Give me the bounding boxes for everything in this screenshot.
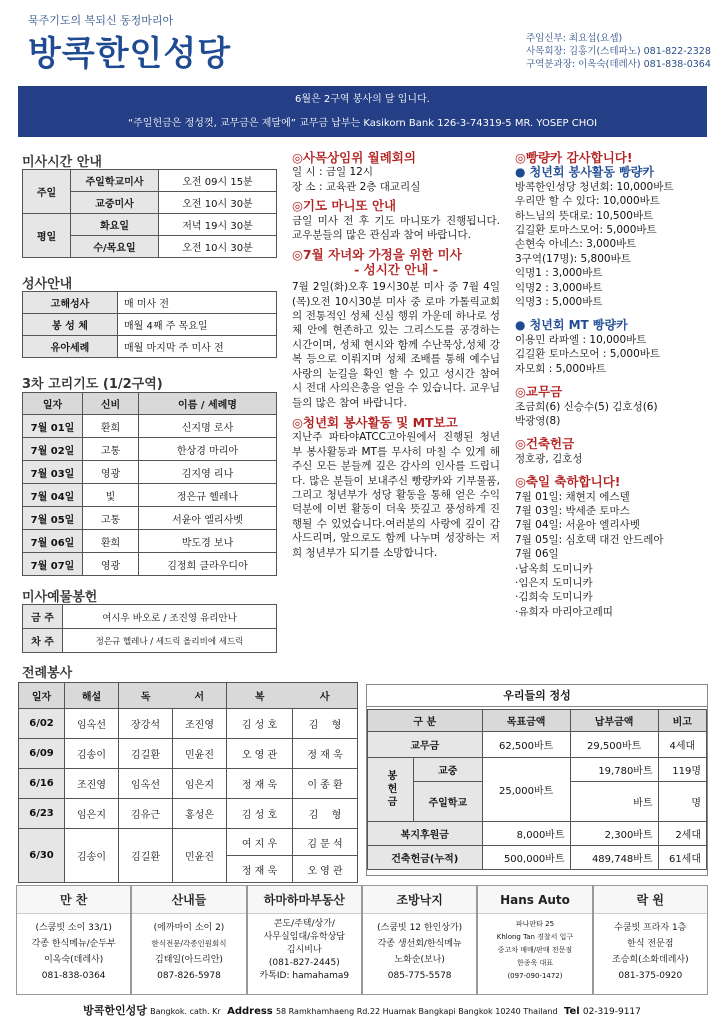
staff-line-1: 주임신부: 최요섭(요셉) xyxy=(526,33,623,44)
finance-header: 목표금액 xyxy=(482,710,570,732)
feast-line: 7월 01일: 채현지 에스델 xyxy=(515,490,630,503)
mass-time: 오전 10시 30분 xyxy=(159,236,277,258)
liturgy-cell: 김 성 호 xyxy=(227,709,293,739)
rosary-date: 7월 07일 xyxy=(23,553,83,576)
ad-line: 087-826-5978 xyxy=(157,971,221,981)
bread-item: 익명1 : 3,000바트 xyxy=(515,267,603,280)
sacrament-table xyxy=(22,291,277,358)
rosary-mystery: 고통 xyxy=(83,507,139,530)
liturgy-date: 6/02 xyxy=(19,709,65,739)
liturgy-cell: 홍성은 xyxy=(173,799,227,829)
liturgy-cell: 임옥선 xyxy=(65,709,119,739)
ad-card xyxy=(362,885,477,995)
flowers-value: 여시우 바오로 / 조진영 유리안나 xyxy=(63,605,277,629)
liturgy-header: 해설 xyxy=(65,683,119,709)
liturgy-cell: 조진영 xyxy=(65,769,119,799)
ad-card xyxy=(131,885,246,995)
family-mass-subheading: - 성시간 안내 - xyxy=(354,261,438,277)
liturgy-cell: 여 지 우 xyxy=(227,829,293,856)
ad-line: 이옥숙(데레사) xyxy=(44,955,104,965)
sacrament-value: 매월 4째 주 목요일 xyxy=(118,314,277,336)
liturgy-cell: 김길환 xyxy=(119,829,173,883)
finance-row-label: 봉헌금 xyxy=(368,758,414,822)
ad-line: 김태일(아드리안) xyxy=(155,955,223,965)
ad-line: 카톡ID: hamahama9 xyxy=(259,971,350,981)
finance-paid: 2,300바트 xyxy=(570,822,658,846)
rosary-mystery: 고통 xyxy=(83,438,139,461)
flowers-key: 금 주 xyxy=(23,605,63,629)
liturgy-date: 6/30 xyxy=(19,829,65,883)
finance-paid: 바트 xyxy=(570,782,658,822)
finance-row-label: 복지후원금 xyxy=(368,822,483,846)
flowers-table xyxy=(22,604,277,653)
dues-line: 박광영(8) xyxy=(515,414,561,427)
ad-name: Hans Auto xyxy=(478,886,591,914)
mt-bread-item: 이용민 라파엘 : 10,000바트 xyxy=(515,333,647,346)
finance-note: 2세대 xyxy=(658,822,706,846)
rosary-person: 한상경 마리아 xyxy=(139,438,277,461)
liturgy-cell: 민윤진 xyxy=(173,829,227,883)
mass-title: 미사시간 안내 xyxy=(22,155,102,170)
liturgy-cell: 김 형 xyxy=(293,799,358,829)
middle-column xyxy=(292,151,500,560)
ad-name: 조방낙지 xyxy=(363,886,476,914)
liturgy-cell: 조진영 xyxy=(173,709,227,739)
footer-address-label: Address xyxy=(227,1006,273,1017)
ad-line: 각종 한식메뉴/순두부 xyxy=(31,939,116,949)
ad-line: 노화순(보나) xyxy=(394,955,445,965)
meeting-line: 장 소 : 교육관 2층 대교리실 xyxy=(292,180,421,193)
feast-line: 7월 03일: 박세준 토마스 xyxy=(515,504,630,517)
liturgy-date: 6/09 xyxy=(19,739,65,769)
liturgy-cell: 임옥선 xyxy=(119,769,173,799)
feast-line: 7월 04일: 서윤아 엘리사벳 xyxy=(515,519,640,532)
liturgy-header: 서 xyxy=(173,683,227,709)
sacrament-value: 매월 마지막 주 미사 전 xyxy=(118,336,277,358)
finance-target: 62,500바트 xyxy=(482,732,570,758)
footer-tel-label: Tel xyxy=(563,1006,580,1017)
finance-box xyxy=(366,684,708,876)
rosary-person: 신지명 로사 xyxy=(139,415,277,438)
ad-card xyxy=(247,885,362,995)
ad-line: 수쿰빗 프라자 1층 xyxy=(614,923,687,933)
staff-line-3: 구역분과장: 이옥숙(데레사) 081-838-0364 xyxy=(526,59,711,70)
sacrament-title: 성사안내 xyxy=(22,277,73,292)
liturgy-table xyxy=(18,682,358,883)
feast-line: ·임은지 도미니카 xyxy=(515,576,593,589)
ad-card xyxy=(593,885,708,995)
liturgy-cell: 장강석 xyxy=(119,709,173,739)
liturgy-cell: 민윤진 xyxy=(173,739,227,769)
bread-heading: ◎빵량카 감사합니다! xyxy=(515,150,633,165)
rosary-table xyxy=(22,392,277,576)
liturgy-cell: 김송이 xyxy=(65,739,119,769)
ad-line: (스쿰빗 소이 33/1) xyxy=(35,923,112,933)
liturgy-cell: 김 성 호 xyxy=(227,799,293,829)
staff-line-2: 사목회장: 김홍기(스테파노) 081-822-2328 xyxy=(526,46,711,57)
finance-paid: 489,748바트 xyxy=(570,846,658,870)
ad-line: 한식전문/각종인원회식 xyxy=(151,939,227,948)
finance-sub-label: 주일학교 xyxy=(414,782,483,822)
finance-row-label: 건축헌금(누적) xyxy=(368,846,483,870)
finance-target: 500,000바트 xyxy=(482,846,570,870)
finance-header: 구 분 xyxy=(368,710,483,732)
ad-line: 085-775-5578 xyxy=(387,971,452,981)
liturgy-date: 6/16 xyxy=(19,769,65,799)
ads-row xyxy=(16,885,708,995)
family-mass-heading: ◎7월 자녀와 가정을 위한 미사 xyxy=(292,247,462,263)
liturgy-date: 6/23 xyxy=(19,799,65,829)
liturgy-cell: 김유근 xyxy=(119,799,173,829)
ad-line: (097-090-1472) xyxy=(507,972,563,980)
mass-day: 평일 xyxy=(23,214,71,258)
bread-item: 익명2 : 3,000바트 xyxy=(515,281,603,294)
parish-title: 방콕한인성당 xyxy=(28,34,232,74)
ad-line: 중고차 매매/판매 전문점 xyxy=(497,946,573,954)
family-mass-text: 7월 2일(화)오후 19시30분 미사 중 7월 4일(목)오전 10시30분 미사 중 로마 가톨릭교회의 전통적인 성체 신심 행위 가운데 하나로 성체 안에 현존하고 있는 그리스도를 공경하는 시간이며, 성체 현시와 함께 수난묵상,성체 강복 등으로 이뤄지며 성체 조배를 통해 예수님 사랑의 눈길을 확인 할 수 있고 성시간 참여 시 전대 사의은총을 얻을 수 있습니다. 교우님들의 많은 참여 바랍니다. xyxy=(292,281,500,409)
ad-line: 사무실임대/유학상담 xyxy=(263,932,345,942)
mass-name: 수/목요일 xyxy=(71,236,159,258)
finance-title: 우리들의 정성 xyxy=(367,685,707,707)
dues-heading: ◎교무금 xyxy=(515,384,563,400)
ad-line: (에까마이 소이 2) xyxy=(153,923,225,933)
finance-note: 4세대 xyxy=(658,732,706,758)
ad-name: 산내들 xyxy=(132,886,245,914)
feast-line: ·유희자 마리아고레띠 xyxy=(515,605,613,618)
rosary-header: 일자 xyxy=(23,393,83,415)
finance-paid: 19,780바트 xyxy=(570,758,658,782)
mass-name: 주일학교미사 xyxy=(71,170,159,192)
ad-line: 한식 전문점 xyxy=(627,939,674,949)
bread-subheading: ● 청년회 봉사활동 빵량카 xyxy=(515,165,654,180)
rosary-person: 정은규 헬레나 xyxy=(139,484,277,507)
rosary-header: 신비 xyxy=(83,393,139,415)
ad-line: 파나판타 25 xyxy=(515,920,555,928)
mass-name: 화요일 xyxy=(71,214,159,236)
liturgy-title: 전례봉사 xyxy=(22,666,73,681)
footer-web: Bangkok. cath. Kr xyxy=(150,1007,221,1016)
rosary-mystery: 빛 xyxy=(83,484,139,507)
liturgy-header: 사 xyxy=(293,683,358,709)
liturgy-cell: 김 형 xyxy=(293,709,358,739)
feast-line: ·남옥희 도미니카 xyxy=(515,562,593,575)
meeting-heading: ◎사목상임위 월례회의 xyxy=(292,150,416,165)
finance-sub-label: 교중 xyxy=(414,758,483,782)
rosary-mystery: 환희 xyxy=(83,415,139,438)
mass-time: 저녁 19시 30분 xyxy=(159,214,277,236)
liturgy-cell: 정 재 욱 xyxy=(227,856,293,883)
mt-bread-item: 자모회 : 5,000바트 xyxy=(515,362,606,375)
prayer-text: 금일 미사 전 후 기도 마니또가 진행됩니다. 교우분들의 많은 관심과 참여 바랍니다. xyxy=(292,214,500,242)
meeting-line: 일 시 : 금일 12시 xyxy=(292,166,373,179)
bread-item: 방콕한인성당 청년회: 10,000바트 xyxy=(515,180,674,193)
ad-name: 만 찬 xyxy=(17,886,130,914)
bread-item: 익명3 : 5,000바트 xyxy=(515,296,603,309)
mass-day: 주일 xyxy=(23,170,71,214)
liturgy-cell: 오 영 관 xyxy=(293,856,358,883)
finance-note: 119명 xyxy=(658,758,706,782)
finance-target: 25,000바트 xyxy=(482,758,570,822)
prayer-heading: ◎기도 마니또 안내 xyxy=(292,198,397,214)
flowers-title: 미사예물봉헌 xyxy=(22,590,98,605)
rosary-mystery: 환희 xyxy=(83,530,139,553)
ad-line: Khlong Tan 경찰서 입구 xyxy=(496,933,574,941)
liturgy-cell: 오 영 관 xyxy=(227,739,293,769)
ad-card xyxy=(16,885,131,995)
feast-line: 7월 05일: 심호택 대건 안드레아 xyxy=(515,533,664,546)
liturgy-cell: 김 문 석 xyxy=(293,829,358,856)
rosary-date: 7월 02일 xyxy=(23,438,83,461)
mass-time: 오전 09시 15분 xyxy=(159,170,277,192)
finance-target: 8,000바트 xyxy=(482,822,570,846)
feast-line: 7월 06일 xyxy=(515,548,559,561)
rosary-person: 김지영 리나 xyxy=(139,461,277,484)
mass-table xyxy=(22,169,277,258)
rosary-header: 이름 / 세례명 xyxy=(139,393,277,415)
mt-bread-subheading: ● 청년회 MT 빵량카 xyxy=(515,318,628,333)
finance-paid: 29,500바트 xyxy=(570,732,658,758)
footer-tel: 02-319-9117 xyxy=(582,1007,641,1017)
youth-heading: ◎청년회 봉사활동 및 MT보고 xyxy=(292,414,458,430)
rosary-person: 서윤아 엘리사벳 xyxy=(139,507,277,530)
ad-line: 081-375-0920 xyxy=(618,971,683,981)
right-column xyxy=(515,151,710,619)
finance-header: 비고 xyxy=(658,710,706,732)
ad-line: 김시비나 xyxy=(286,945,322,955)
mt-bread-item: 김길환 토마스모어 : 5,000바트 xyxy=(515,348,661,361)
liturgy-cell: 이 종 환 xyxy=(293,769,358,799)
finance-note: 명 xyxy=(658,782,706,822)
ad-line: 081-838-0364 xyxy=(41,971,106,981)
ad-line: 콘도/주택/상가/ xyxy=(273,919,335,929)
footer xyxy=(0,998,724,1023)
finance-table xyxy=(367,709,707,870)
finance-note: 61세대 xyxy=(658,846,706,870)
rosary-date: 7월 05일 xyxy=(23,507,83,530)
ad-name: 하마하마부동산 xyxy=(248,886,361,914)
ad-name: 락 원 xyxy=(594,886,707,914)
notice-line-2: “주일헌금은 정성껏, 교무금은 제달에” 교무금 납부는 Kasikorn Bank 126-3-74319-5 MR. YOSEP CHOI xyxy=(127,118,598,129)
dues-line: 조금희(6) 신승수(5) 김호성(6) xyxy=(515,400,658,413)
liturgy-cell: 정 재 욱 xyxy=(227,769,293,799)
sacrament-value: 매 미사 전 xyxy=(118,292,277,314)
bread-item: 하느님의 뜻대로: 10,500바트 xyxy=(515,209,654,222)
bread-item: 우리만 할 수 있다: 10,000바트 xyxy=(515,195,660,208)
rosary-person: 박도경 보나 xyxy=(139,530,277,553)
rosary-title: 3차 고리기도 (1/2구역) xyxy=(22,377,163,392)
rosary-date: 7월 06일 xyxy=(23,530,83,553)
ad-line: (081-827-2445) xyxy=(268,958,340,968)
rosary-date: 7월 04일 xyxy=(23,484,83,507)
finance-header: 납부금액 xyxy=(570,710,658,732)
rosary-date: 7월 01일 xyxy=(23,415,83,438)
liturgy-header: 독 xyxy=(119,683,173,709)
rosary-person: 김정희 클라우디아 xyxy=(139,553,277,576)
feast-heading: ◎축일 축하합니다! xyxy=(515,474,621,490)
ad-line: 한종욱 대표 xyxy=(516,959,553,967)
feast-line: ·김희숙 도미니카 xyxy=(515,591,593,604)
flowers-value: 정은규 헬레나 / 세드릭 올리비에 세드릭 xyxy=(63,629,277,653)
mass-time: 오전 10시 30분 xyxy=(159,192,277,214)
liturgy-header: 일자 xyxy=(19,683,65,709)
notice-banner xyxy=(18,86,707,137)
liturgy-cell: 김길환 xyxy=(119,739,173,769)
liturgy-cell: 김송이 xyxy=(65,829,119,883)
footer-name: 방콕한인성당 xyxy=(83,1004,147,1017)
ad-line: 각종 생선회/한식메뉴 xyxy=(377,939,462,949)
parish-subtitle: 묵주기도의 복되신 동정마리아 xyxy=(28,14,174,27)
rosary-date: 7월 03일 xyxy=(23,461,83,484)
building-line: 정호광, 김호성 xyxy=(515,452,583,465)
rosary-mystery: 영광 xyxy=(83,553,139,576)
liturgy-cell: 임은지 xyxy=(65,799,119,829)
liturgy-header: 복 xyxy=(227,683,293,709)
bread-item: 김길환 토마스모어: 5,000바트 xyxy=(515,224,657,237)
sacrament-key: 봉 성 체 xyxy=(23,314,118,336)
bread-item: 3구역(17명): 5,800바트 xyxy=(515,252,631,265)
mass-name: 교중미사 xyxy=(71,192,159,214)
rosary-mystery: 영광 xyxy=(83,461,139,484)
building-heading: ◎건축헌금 xyxy=(515,436,575,452)
ad-card xyxy=(477,885,592,995)
youth-text: 지난주 파타야ATCC고아원에서 진행된 청년부 봉사활동과 MT를 무사히 마칠 수 있게 해주신 모든 분들께 깊은 감사의 인사를 드립니다. 많은 분들이 보내주신 빵량카와 기부물품, 그리고 청년부가 성당 활동을 통해 얻은 수익 덕분에 이번 활동이 더욱 뜻깊고 풍성하게 진행될 수 있었습니다.여러분의 사랑에 깊이 감사드리며, 앞으로도 함께 나누며 성장하는 저희 청년부가 되기를 소망합니다. xyxy=(292,431,500,559)
notice-line-1: 6월은 2구역 봉사의 달 입니다. xyxy=(295,94,430,105)
liturgy-cell: 임은지 xyxy=(173,769,227,799)
bread-item: 손현숙 아네스: 3,000바트 xyxy=(515,238,637,251)
footer-address: 58 Ramkhamhaeng Rd.22 Huamak Bangkapi Bangkok 10240 Thailand xyxy=(275,1007,558,1016)
ad-line: (스쿰빗 12 한인상가) xyxy=(377,923,463,933)
flowers-key: 차 주 xyxy=(23,629,63,653)
finance-row-label: 교무금 xyxy=(368,732,483,758)
sacrament-key: 고해성사 xyxy=(23,292,118,314)
sacrament-key: 유아세례 xyxy=(23,336,118,358)
ad-line: 조승희(소화데레사) xyxy=(612,955,689,965)
liturgy-cell: 정 재 욱 xyxy=(293,739,358,769)
